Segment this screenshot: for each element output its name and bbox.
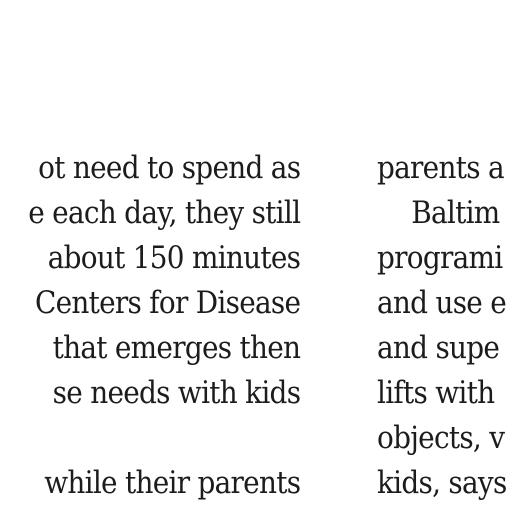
- text-line: e each day, they still: [27, 195, 300, 231]
- paragraph-gap: [28, 416, 300, 461]
- left-text-column: [0, 146, 300, 506]
- text-line: programi: [377, 240, 503, 276]
- text-line: lifts with: [377, 375, 495, 411]
- text-line: se needs with kids: [52, 375, 300, 411]
- text-line: objects, v: [377, 420, 505, 456]
- text-line: and supe: [377, 330, 500, 366]
- text-line: parents a: [377, 150, 504, 186]
- text-line: while their parents: [43, 465, 301, 501]
- text-line: and use e: [377, 285, 507, 321]
- text-line: about 150 minutes: [47, 240, 300, 276]
- paragraph-start-line: Baltim: [411, 195, 500, 231]
- text-line: Centers for Disease: [34, 285, 300, 321]
- text-line: ot need to spend as: [37, 150, 300, 186]
- right-text-column: [377, 146, 512, 506]
- text-line: kids, says: [377, 465, 507, 501]
- text-line: that emerges then: [52, 330, 300, 366]
